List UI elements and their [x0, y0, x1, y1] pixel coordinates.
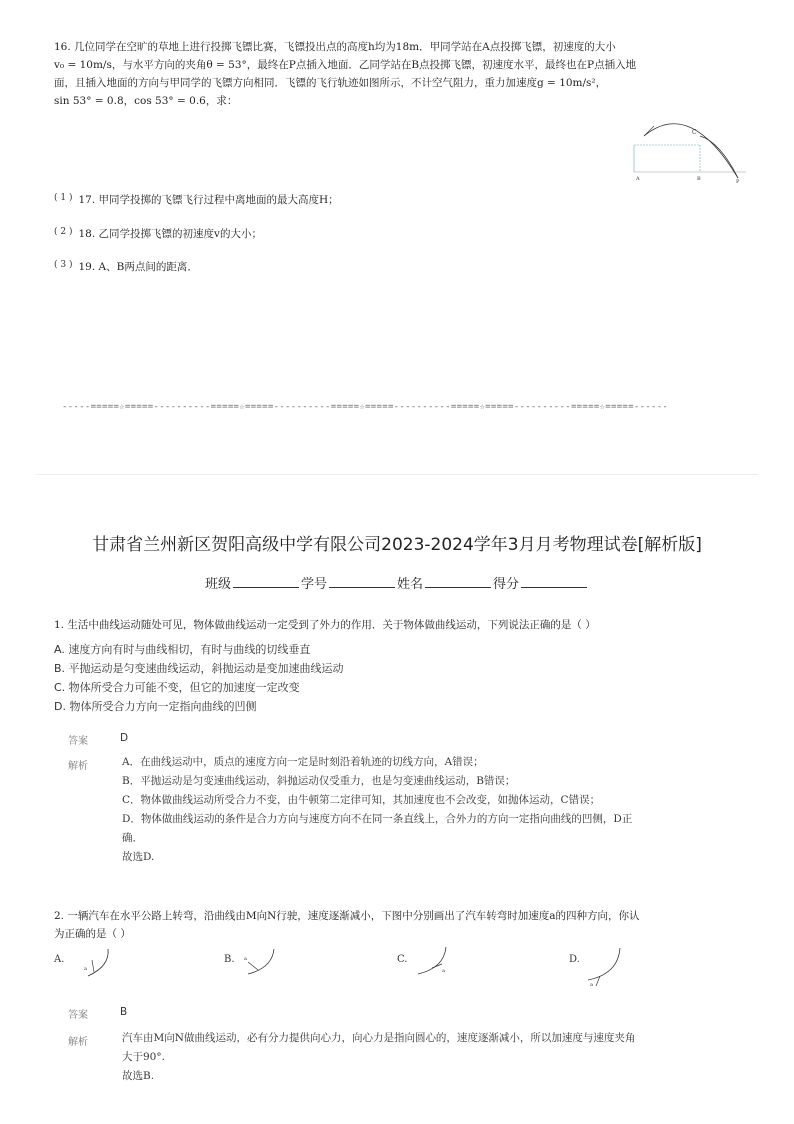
q1-analysis-line: 确．: [122, 832, 143, 844]
q1-analysis-line: C．物体做曲线运动所受合力不变，由牛顿第二定律可知，其加速度也不会改变，如抛体运动，C错误；: [122, 794, 601, 806]
q2-stem: [54, 907, 744, 943]
q2-choice-b-figure[interactable]: [240, 946, 280, 980]
q2-choice-a-label[interactable]: A.: [54, 954, 65, 965]
sub-number: ( 2 ): [54, 227, 73, 237]
name-field-blank[interactable]: [425, 575, 491, 588]
q2-analysis-line: 大于90°.: [122, 1051, 165, 1063]
q16-line-4: sin 53° = 0.8，cos 53° = 0.6，求：: [54, 95, 238, 107]
sub-number: ( 1 ): [54, 193, 73, 203]
id-field-blank[interactable]: [329, 575, 395, 588]
q2-analysis-line: 汽车由M向N做曲线运动，必有分力提供向心力，向心力是指向圆心的，速度逐渐减小，所以加速度与速度夹角: [122, 1032, 636, 1044]
q16-sub-1: [54, 192, 339, 207]
q1-analysis-line: 故选D.: [122, 851, 155, 863]
q1-analysis-label: 解析: [68, 761, 88, 772]
score-field-label: 得分: [493, 577, 520, 592]
page-break-line: [36, 474, 758, 475]
q2-choice-c-label[interactable]: C.: [397, 954, 408, 965]
q1-answer-value: D: [120, 732, 129, 744]
q2-choice-c-figure[interactable]: [412, 944, 452, 980]
q1-options: [54, 640, 344, 716]
class-field-label: 班级: [204, 577, 231, 592]
figure-label-c: C: [692, 129, 697, 136]
name-field-label: 姓名: [397, 577, 424, 592]
q16-line-1: 16. 几位同学在空旷的草地上进行投掷飞镖比赛，飞镖投出点的高度h均为18m．甲同学站在A点投掷飞镖，初速度的大小: [54, 41, 616, 53]
q2-analysis: [122, 1029, 742, 1086]
q1-analysis: [122, 753, 742, 867]
q1-analysis-line: B．平抛运动是匀变速曲线运动，斜抛运动仅受重力，也是匀变速曲线运动，B错误；: [122, 775, 516, 787]
q16-line-3: 面，且插入地面的方向与甲同学的飞镖方向相同．飞镖的飞行轨迹如图所示，不计空气阻力，重力加速度g = 10m/s²，: [54, 77, 607, 89]
q2-stem-line-1: 2. 一辆汽车在水平公路上转弯，沿曲线由M向N行驶，速度逐渐减小，下图中分别画出了汽车转弯时加速度a的四种方向，你认: [54, 910, 640, 922]
exam-title: 甘肃省兰州新区贺阳高级中学有限公司2023-2024学年3月月考物理试卷[解析版]: [92, 535, 702, 555]
q2-choice-a-figure[interactable]: [80, 946, 116, 980]
id-field-label: 学号: [300, 577, 327, 592]
score-field-blank[interactable]: [521, 575, 587, 588]
q16-trajectory-figure: [630, 112, 748, 184]
sub-number: ( 3 ): [54, 260, 73, 270]
svg-text:a: a: [442, 968, 445, 974]
class-field-blank[interactable]: [233, 575, 299, 588]
sub-text: 18. 乙同学投掷飞镖的初速度v的大小；: [78, 228, 262, 240]
q1-option-a[interactable]: A. 速度方向有时与曲线相切，有时与曲线的切线垂直: [54, 643, 311, 656]
q2-stem-line-2: 为正确的是（ ）: [54, 928, 131, 940]
q1-answer-label: 答案: [68, 736, 88, 747]
student-info-fields: [0, 573, 794, 592]
q1-analysis-line: D．物体做曲线运动的条件是合力方向与速度方向不在同一条直线上，合外力的方向一定指向曲线的凹侧，D正: [122, 813, 633, 825]
q1-option-d[interactable]: D. 物体所受合力方向一定指向曲线的凹侧: [54, 700, 257, 713]
q16-sub-2: [54, 226, 262, 241]
q2-choice-d-label[interactable]: D.: [569, 954, 580, 965]
q1-option-b[interactable]: B. 平抛运动是匀变速曲线运动，斜抛运动是变加速曲线运动: [54, 662, 344, 675]
q1-analysis-line: A．在曲线运动中，质点的速度方向一定是时刻沿着轨迹的切线方向，A错误；: [122, 756, 484, 768]
q16-sub-3: [54, 259, 198, 274]
q16-line-2: v₀ = 10m/s，与水平方向的夹角θ = 53°，最终在P点插入地面．乙同学站在B点投掷飞镖，初速度水平，最终也在P点插入地: [54, 59, 637, 71]
q2-answer-label: 答案: [68, 1010, 88, 1021]
q16-stem: [54, 38, 744, 110]
figure-label-a: A: [636, 176, 640, 182]
sub-text: 17. 甲同学投掷的飞镖飞行过程中离地面的最大高度H；: [78, 194, 339, 206]
q2-choice-d-figure[interactable]: [582, 944, 626, 988]
svg-text:a: a: [590, 982, 593, 988]
sub-text: 19. A、B两点间的距离．: [78, 261, 198, 273]
q2-analysis-line: 故选B.: [122, 1070, 155, 1082]
svg-text:a: a: [84, 966, 87, 972]
figure-label-p: P: [736, 179, 740, 184]
q2-choice-b-label[interactable]: B.: [224, 954, 235, 965]
q1-stem: 1. 生活中曲线运动随处可见，物体做曲线运动一定受到了外力的作用．关于物体做曲线运动，下列说法正确的是（ ）: [54, 619, 596, 631]
svg-text:a: a: [244, 956, 247, 962]
figure-label-b: B: [697, 176, 701, 182]
q2-answer-value: B: [120, 1006, 128, 1018]
q2-analysis-label: 解析: [68, 1037, 88, 1048]
q1-option-c[interactable]: C. 物体所受合力可能不变，但它的加速度一定改变: [54, 681, 300, 694]
page-divider: -----=====☆=====----------=====☆=====----------=====☆=====----------=====☆=====----------=====☆=====------: [62, 402, 669, 412]
